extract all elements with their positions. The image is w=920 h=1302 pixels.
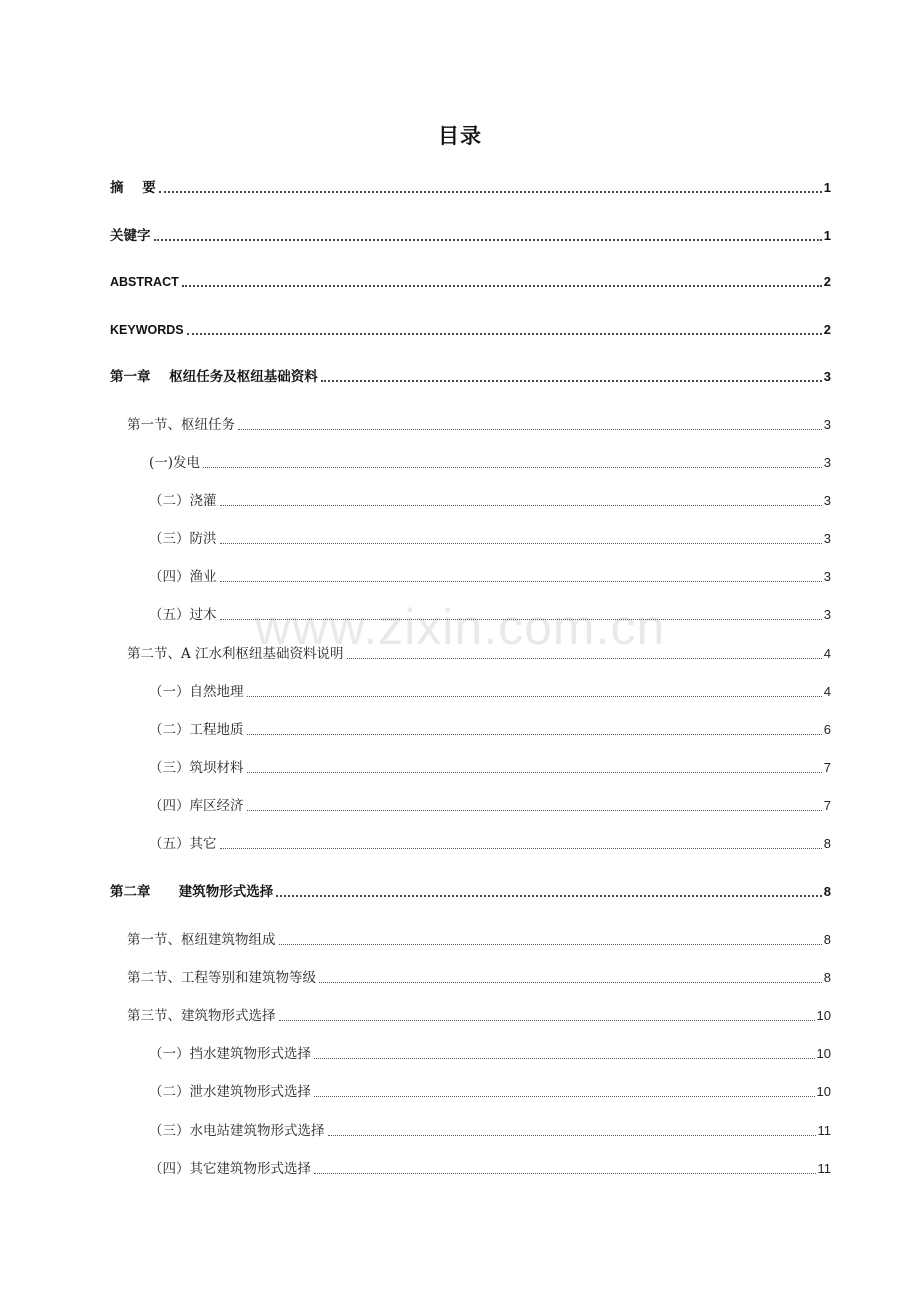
toc-entry[interactable] [149, 602, 831, 624]
toc-entry-label: （三）筑坝材料 [149, 760, 244, 776]
toc-entry-label: （一）自然地理 [149, 684, 244, 700]
toc-page-number: 10 [816, 1046, 831, 1061]
toc-entry[interactable] [149, 1118, 831, 1140]
watermark-text: www.zixin.com.cn [254, 599, 666, 655]
toc-page-number: 7 [823, 760, 831, 775]
toc-page-number: 3 [823, 607, 831, 622]
toc-entry-label: 第二章 建筑物形式选择 [110, 884, 274, 900]
toc-entry-label: （四）库区经济 [149, 798, 244, 814]
toc-entry[interactable] [149, 755, 831, 777]
toc-entry-label: 第二节、A 江水利枢纽基础资料说明 [127, 646, 344, 662]
dot-leader [203, 466, 822, 468]
dot-leader [247, 809, 822, 811]
toc-page-number: 8 [823, 970, 831, 985]
dot-leader [238, 428, 822, 430]
toc-page-number: 3 [823, 569, 831, 584]
dot-leader [220, 847, 822, 849]
toc-entry[interactable] [127, 1003, 831, 1025]
toc-entry[interactable] [110, 317, 831, 339]
toc-entry-label: （四）渔业 [149, 569, 217, 585]
dot-leader [319, 981, 822, 983]
toc-page-number: 10 [816, 1084, 831, 1099]
toc-entry[interactable] [127, 412, 831, 434]
toc-page-number: 11 [817, 1123, 831, 1138]
dot-leader [247, 771, 822, 773]
toc-page-number: 4 [823, 684, 831, 699]
dot-leader [321, 379, 822, 382]
dot-leader [279, 1019, 815, 1021]
toc-entry-label: （五）过木 [149, 607, 217, 623]
toc-page-number: 8 [823, 932, 831, 947]
dot-leader [159, 190, 822, 193]
toc-page-number: 11 [817, 1161, 831, 1176]
toc-entry[interactable] [127, 927, 831, 949]
toc-entry-label: （二）浇灌 [149, 493, 217, 509]
toc-page-number: 8 [823, 884, 831, 899]
toc-entry[interactable] [127, 641, 831, 663]
toc-page-number: 3 [823, 417, 831, 432]
toc-entry-label: （四）其它建筑物形式选择 [149, 1161, 311, 1177]
dot-leader [247, 695, 822, 697]
toc-entry-label: KEYWORDS [110, 323, 184, 337]
toc-entry-label: （二）泄水建筑物形式选择 [149, 1084, 311, 1100]
dot-leader [220, 504, 822, 506]
toc-entry[interactable] [149, 1156, 831, 1178]
toc-page-number: 1 [823, 228, 831, 243]
toc-page-number: 3 [823, 369, 831, 384]
toc-entry[interactable] [149, 1041, 831, 1063]
toc-entry-label: 第一节、枢纽任务 [127, 417, 235, 433]
toc-entry[interactable] [110, 364, 831, 386]
toc-page-number: 2 [823, 274, 831, 289]
toc-entry-label: (一)发电 [149, 455, 201, 471]
toc-entry-label: 第二节、工程等别和建筑物等级 [127, 970, 316, 986]
dot-leader [314, 1057, 815, 1059]
toc-page-number: 3 [823, 531, 831, 546]
page-title: 目录 [438, 124, 482, 148]
dot-leader [220, 618, 822, 620]
toc-entry[interactable] [110, 223, 831, 245]
dot-leader [247, 733, 822, 735]
toc-entry-label: （二）工程地质 [149, 722, 244, 738]
toc-page-number: 1 [823, 180, 831, 195]
toc-entry[interactable] [110, 269, 831, 291]
dot-leader [220, 580, 822, 582]
dot-leader [154, 238, 822, 241]
toc-entry-label: 关键字 [110, 228, 151, 244]
dot-leader [187, 332, 822, 335]
toc-entry[interactable] [110, 175, 831, 197]
toc-entry-label: （一）挡水建筑物形式选择 [149, 1046, 311, 1062]
toc-entry-label: （三）防洪 [149, 531, 217, 547]
toc-entry[interactable] [149, 1079, 831, 1101]
toc-page-number: 4 [823, 646, 831, 661]
dot-leader [314, 1095, 815, 1097]
toc-page-number: 6 [823, 722, 831, 737]
dot-leader [220, 542, 822, 544]
toc-page-number: 7 [823, 798, 831, 813]
toc-entry[interactable] [149, 450, 831, 472]
toc-page-number: 3 [823, 493, 831, 508]
toc-entry[interactable] [149, 793, 831, 815]
toc-page-number: 2 [823, 322, 831, 337]
toc-entry[interactable] [149, 488, 831, 510]
toc-entry[interactable] [149, 717, 831, 739]
toc-entry-label: 第一节、枢纽建筑物组成 [127, 932, 276, 948]
dot-leader [314, 1172, 816, 1174]
toc-entry-label: （五）其它 [149, 836, 217, 852]
toc-entry[interactable] [149, 526, 831, 548]
dot-leader [328, 1134, 816, 1136]
toc-entry[interactable] [149, 831, 831, 853]
toc-page-number: 3 [823, 455, 831, 470]
dot-leader [276, 894, 822, 897]
toc-entry-label: （三）水电站建筑物形式选择 [149, 1123, 325, 1139]
toc-entry-label: ABSTRACT [110, 275, 179, 289]
toc-entry[interactable] [149, 679, 831, 701]
dot-leader [182, 284, 822, 287]
toc-entry-label: 第一章 枢纽任务及枢纽基础资料 [110, 369, 318, 385]
toc-entry[interactable] [127, 965, 831, 987]
toc-page-number: 10 [816, 1008, 831, 1023]
toc-entry[interactable] [149, 564, 831, 586]
dot-leader [347, 657, 822, 659]
dot-leader [279, 943, 822, 945]
toc-entry[interactable] [110, 879, 831, 901]
toc-entry-label: 第三节、建筑物形式选择 [127, 1008, 276, 1024]
toc-page-number: 8 [823, 836, 831, 851]
toc-entry-label: 摘 要 [110, 180, 156, 196]
